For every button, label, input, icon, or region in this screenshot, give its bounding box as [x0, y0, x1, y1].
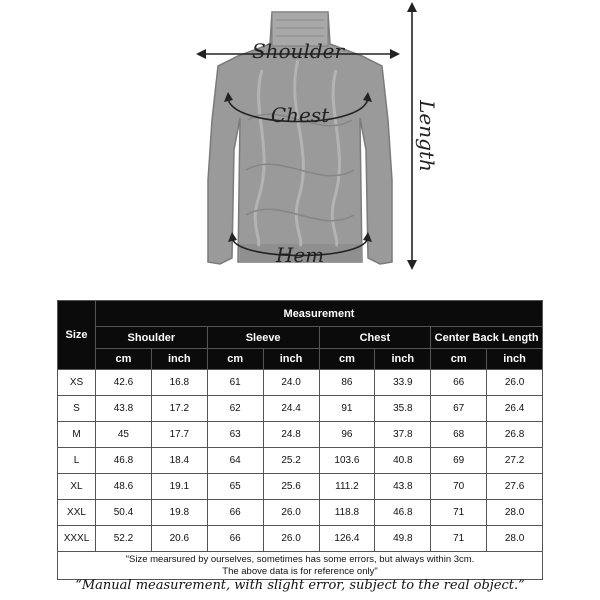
unit-header: inch	[487, 349, 543, 370]
table-note-line-1: "Size mearsured by ourselves, sometimes has some errors, but always within 3cm.	[125, 553, 475, 565]
size-cell: XXXL	[58, 526, 96, 552]
size-cell: XL	[58, 474, 96, 500]
unit-header: cm	[319, 349, 375, 370]
size-cell: XXL	[58, 500, 96, 526]
unit-header: cm	[431, 349, 487, 370]
hem-label: Hem	[275, 243, 325, 267]
size-cell: XS	[58, 370, 96, 396]
table-cell: 69	[431, 448, 487, 474]
group-header-shoulder: Shoulder	[96, 327, 208, 349]
table-cell: 66	[207, 526, 263, 552]
shoulder-label: Shoulder	[251, 39, 345, 63]
table-cell: 28.0	[487, 526, 543, 552]
table-row	[58, 448, 543, 474]
table-cell: 103.6	[319, 448, 375, 474]
table-cell: 96	[319, 422, 375, 448]
group-header-sleeve: Sleeve	[207, 327, 319, 349]
table-cell: 35.8	[375, 396, 431, 422]
table-cell: 26.4	[487, 396, 543, 422]
size-column-header: Size	[58, 301, 96, 370]
table-cell: 126.4	[319, 526, 375, 552]
table-cell: 86	[319, 370, 375, 396]
table-cell: 48.6	[96, 474, 152, 500]
table-cell: 19.1	[151, 474, 207, 500]
table-cell: 26.0	[263, 526, 319, 552]
table-cell: 25.2	[263, 448, 319, 474]
table-cell: 16.8	[151, 370, 207, 396]
sweater-diagram	[0, 0, 600, 290]
table-cell: 91	[319, 396, 375, 422]
table-cell: 43.8	[375, 474, 431, 500]
table-cell: 26.0	[263, 500, 319, 526]
table-cell: 28.0	[487, 500, 543, 526]
table-cell: 24.8	[263, 422, 319, 448]
table-cell: 46.8	[375, 500, 431, 526]
table-cell: 33.9	[375, 370, 431, 396]
table-cell: 118.8	[319, 500, 375, 526]
table-row	[58, 474, 543, 500]
table-cell: 26.0	[487, 370, 543, 396]
table-cell: 45	[96, 422, 152, 448]
table-cell: 42.6	[96, 370, 152, 396]
table-row	[58, 500, 543, 526]
sweater-figure	[0, 0, 600, 290]
table-cell: 43.8	[96, 396, 152, 422]
table-cell: 52.2	[96, 526, 152, 552]
table-row	[58, 396, 543, 422]
table-cell: 24.4	[263, 396, 319, 422]
table-cell: 27.2	[487, 448, 543, 474]
table-note-line-2: The above data is for reference only"	[222, 565, 378, 577]
unit-header: cm	[96, 349, 152, 370]
unit-header: inch	[263, 349, 319, 370]
group-header-chest: Chest	[319, 327, 431, 349]
table-cell: 27.6	[487, 474, 543, 500]
table-cell: 46.8	[96, 448, 152, 474]
table-cell: 17.7	[151, 422, 207, 448]
table-cell: 67	[431, 396, 487, 422]
table-cell: 64	[207, 448, 263, 474]
unit-header: cm	[207, 349, 263, 370]
table-row	[58, 422, 543, 448]
table-note	[58, 552, 543, 580]
size-chart	[57, 300, 543, 577]
chest-label: Chest	[270, 103, 330, 127]
table-cell: 50.4	[96, 500, 152, 526]
footer-disclaimer: “Manual measurement, with slight error, subject to the real object.”	[75, 578, 525, 593]
table-cell: 65	[207, 474, 263, 500]
table-cell: 68	[431, 422, 487, 448]
size-cell: L	[58, 448, 96, 474]
table-row	[58, 526, 543, 552]
table-cell: 26.8	[487, 422, 543, 448]
table-cell: 37.8	[375, 422, 431, 448]
table-cell: 61	[207, 370, 263, 396]
unit-header: inch	[375, 349, 431, 370]
table-cell: 63	[207, 422, 263, 448]
table-cell: 70	[431, 474, 487, 500]
table-cell: 19.8	[151, 500, 207, 526]
size-table	[57, 300, 543, 580]
table-cell: 66	[207, 500, 263, 526]
table-cell: 71	[431, 500, 487, 526]
table-cell: 17.2	[151, 396, 207, 422]
measurement-header: Measurement	[96, 301, 543, 327]
table-row	[58, 370, 543, 396]
table-cell: 20.6	[151, 526, 207, 552]
unit-header: inch	[151, 349, 207, 370]
table-cell: 25.6	[263, 474, 319, 500]
group-header-center-back-length: Center Back Length	[431, 327, 543, 349]
table-cell: 49.8	[375, 526, 431, 552]
table-cell: 66	[431, 370, 487, 396]
length-label: Length	[415, 100, 439, 172]
table-cell: 111.2	[319, 474, 375, 500]
size-cell: S	[58, 396, 96, 422]
table-cell: 62	[207, 396, 263, 422]
table-cell: 40.8	[375, 448, 431, 474]
table-cell: 24.0	[263, 370, 319, 396]
size-cell: M	[58, 422, 96, 448]
table-cell: 71	[431, 526, 487, 552]
table-cell: 18.4	[151, 448, 207, 474]
